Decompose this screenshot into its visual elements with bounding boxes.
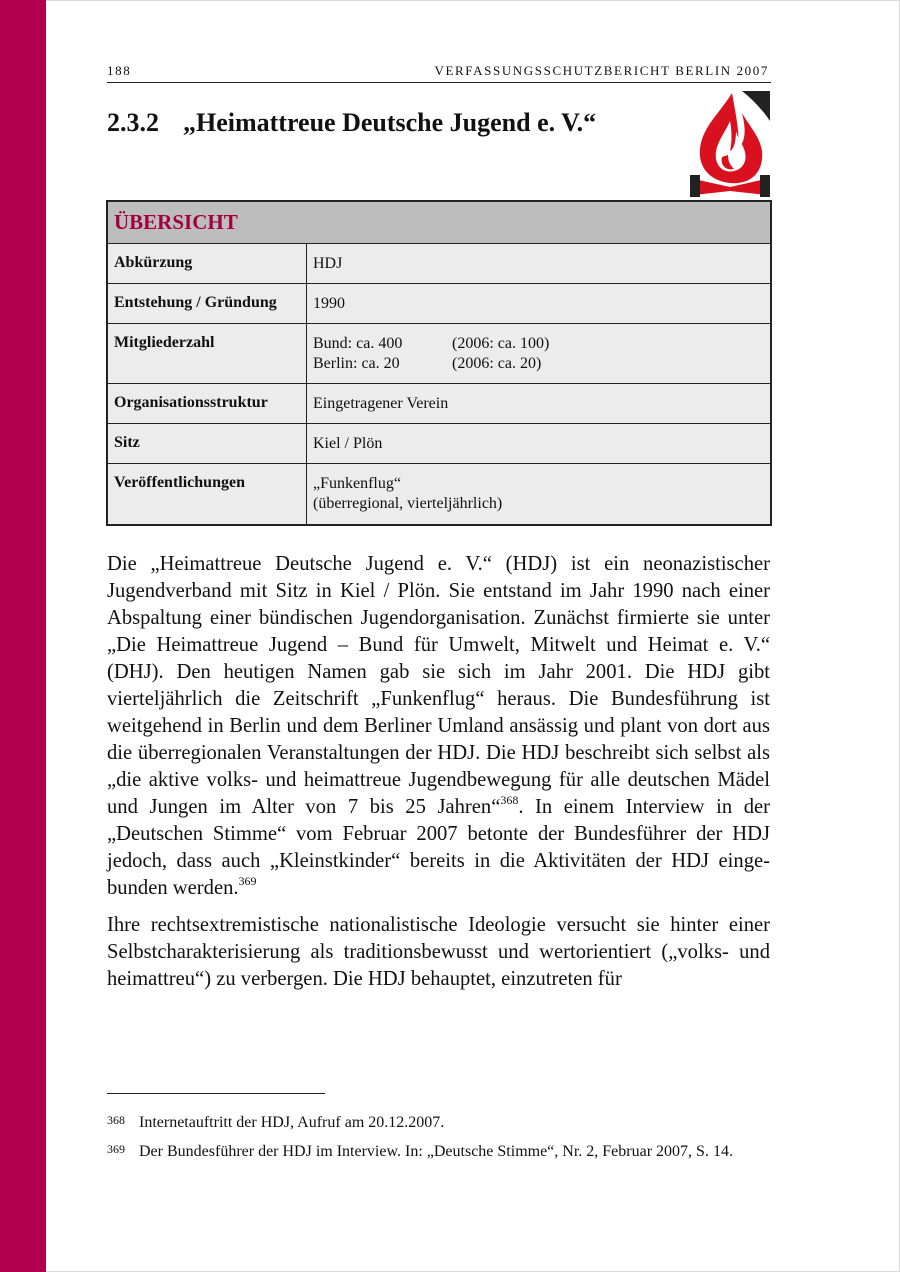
footnote-ref: 369 <box>238 874 257 888</box>
row-label: Entstehung / Gründung <box>108 284 307 323</box>
paragraph <box>107 551 770 902</box>
row-value <box>307 464 770 524</box>
row-value: HDJ <box>313 255 343 272</box>
overview-table <box>106 200 772 526</box>
footnote-text: Der Bundesführer der HDJ im Interview. In: „Deutsche Stimme“, Nr. 2, Februar 2007, S. 14. <box>139 1143 733 1160</box>
row-label: Abkürzung <box>108 244 307 283</box>
overview-heading: ÜBERSICHT <box>108 202 770 244</box>
footnote-separator <box>107 1093 325 1094</box>
footnote-number: 368 <box>107 1113 125 1127</box>
paragraph-text: Die „Heimattreue Deutsche Jugend e. V.“ (HDJ) ist ein neonazistischer Jugendverband mit Sitz in Kiel / Plön. Sie entstand im Jahr 1990 nach einer Abspaltung einer bündischen Jugendorganisation. Zunächst firmierte sie unter „Die Heimattreue Jugend – Bund für Umwelt, Mitwelt und Heimat e. V.“ (DHJ). Den heutigen Namen gab sie sich im Jahr 2001. Die HDJ gibt vierteljährlich die Zeitschrift „Funkenflug“ heraus. Die Bundesführung ist weitgehend in Berlin und dem Berliner Umland ansässig und plant von dort aus die überregionalen Veranstaltungen der HDJ. Die HDJ beschreibt sich selbst als „die aktive volks- und heimattreue Jugendbewegung für alle deutschen Mädel und Jungen im Alter von 7 bis 25 Jahren“ <box>107 553 770 818</box>
publication-title: „Funkenflug“ <box>313 475 401 492</box>
page-number: 188 <box>107 63 132 78</box>
paragraph-text: . In einem Interview in der „Deutschen Stimme“ vom Februar 2007 betonte der Bundesführer der HDJ jedoch, dass auch „Kleinstkinder“ bereits in die Aktivitäten der HDJ eingebunden werden. <box>107 796 770 899</box>
footnote <box>107 1141 770 1162</box>
row-value: Eingetragener Verein <box>313 395 449 412</box>
paragraph-text: Ihre rechtsextremistische nationalistische Ideologie versucht sie hinter einer Selbstcharakterisierung als traditionsbewusst und wertorientiert („volks- und heimattreu“) zu verbergen. Die HDJ behauptet, einzutreten für <box>107 914 770 990</box>
section-heading <box>107 108 596 138</box>
section-title: „Heimattreue Deutsche Jugend e. V.“ <box>183 108 597 137</box>
section-number: 2.3.2 <box>107 108 159 137</box>
running-header <box>107 63 771 83</box>
row-value: 1990 <box>313 295 345 312</box>
footnotes <box>107 1112 770 1170</box>
running-title: VERFASSUNGSSCHUTZBERICHT BERLIN 2007 <box>434 63 769 78</box>
row-label: Mitgliederzahl <box>108 324 307 383</box>
row-label: Sitz <box>108 424 307 463</box>
member-count-federal: Bund: ca. 400 <box>313 335 403 352</box>
overview-row <box>108 324 770 384</box>
overview-row <box>108 244 770 284</box>
member-count-berlin-2006: (2006: ca. 20) <box>452 355 542 372</box>
overview-row <box>108 464 770 524</box>
footnote-ref: 368 <box>500 793 519 807</box>
footnote-text: Internetauftritt der HDJ, Aufruf am 20.12.2007. <box>139 1114 445 1131</box>
overview-row <box>108 284 770 324</box>
footnote <box>107 1112 770 1133</box>
row-label: Veröffentlichungen <box>108 464 307 524</box>
paragraph <box>107 912 770 993</box>
overview-row <box>108 384 770 424</box>
row-value: Kiel / Plön <box>313 435 383 452</box>
publication-details: (überregional, vierteljährlich) <box>313 495 503 512</box>
row-label: Organisationsstruktur <box>108 384 307 423</box>
member-count-berlin: Berlin: ca. 20 <box>313 355 400 372</box>
member-count-federal-2006: (2006: ca. 100) <box>452 335 550 352</box>
side-color-bar <box>0 0 46 1272</box>
overview-row <box>108 424 770 464</box>
hdj-flame-emblem-icon <box>690 91 770 197</box>
footnote-number: 369 <box>107 1142 125 1156</box>
row-value <box>307 324 770 383</box>
body-text <box>107 551 770 1003</box>
